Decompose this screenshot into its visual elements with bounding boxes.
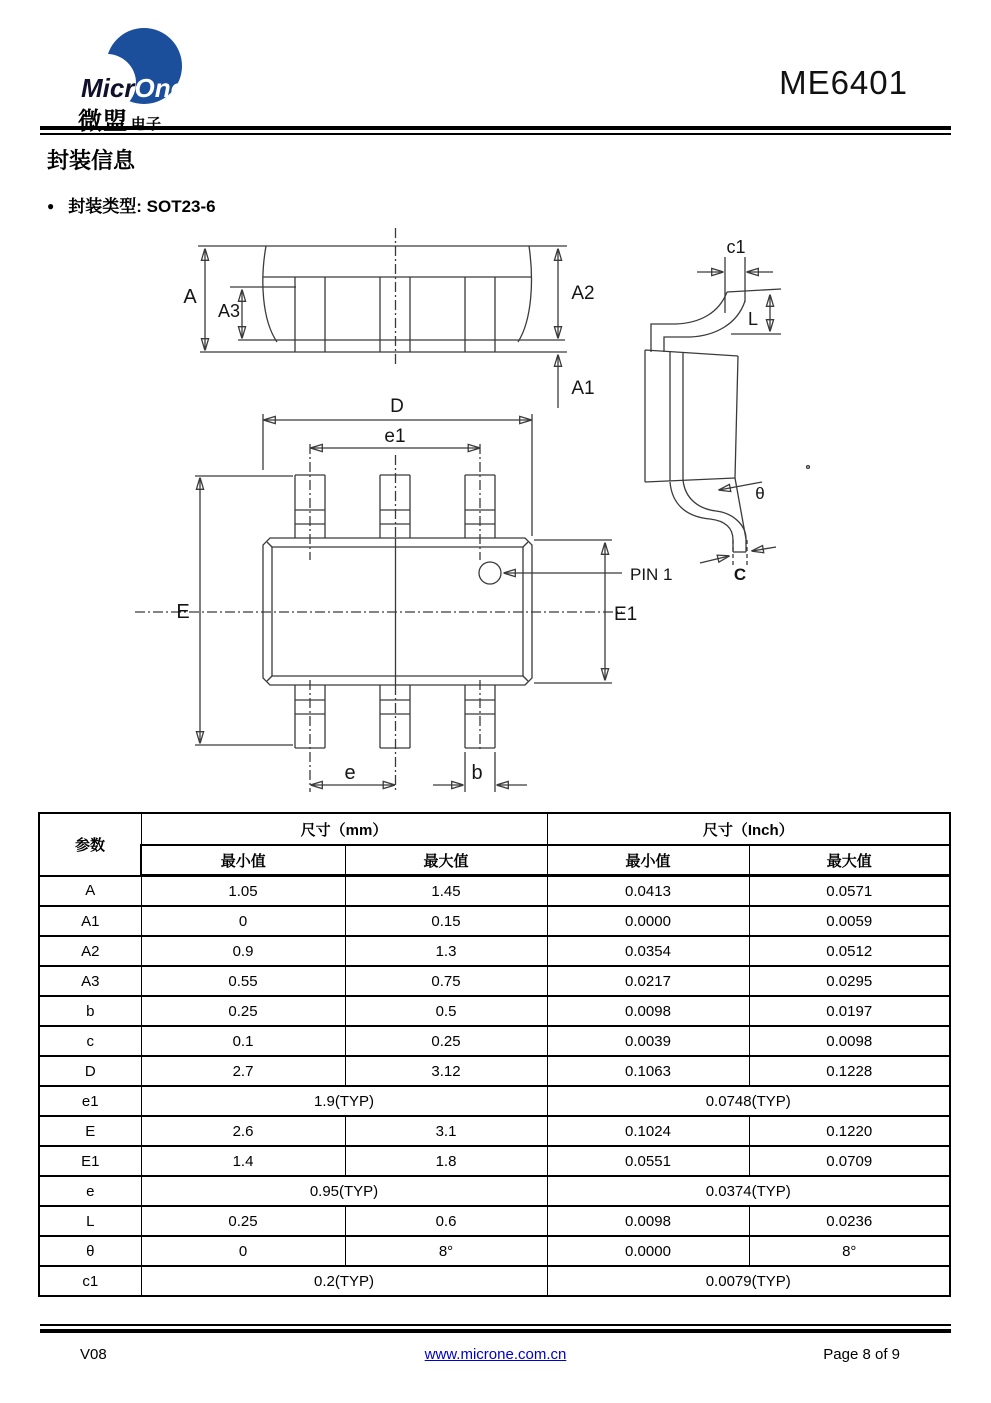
table-cell: 1.3: [345, 936, 547, 966]
table-cell: 0.1: [141, 1026, 345, 1056]
front-view: [183, 228, 594, 408]
table-cell: 0.0512: [749, 936, 950, 966]
table-row: [39, 1236, 950, 1266]
table-cell: 1.4: [141, 1146, 345, 1176]
dimension-table: [38, 812, 951, 1297]
table-row: [39, 1026, 950, 1056]
table-cell: 1.9(TYP): [141, 1086, 547, 1116]
table-cell: θ: [39, 1236, 141, 1266]
table-row: [39, 1266, 950, 1296]
table-row: [39, 876, 950, 907]
dim-label-A1: A1: [571, 378, 595, 399]
table-cell: 0.9: [141, 936, 345, 966]
col-header-mm: 尺寸（mm）: [141, 813, 547, 845]
footer-link[interactable]: www.microne.com.cn: [424, 1346, 567, 1363]
table-cell: 0.1220: [749, 1116, 950, 1146]
table-row: [39, 1116, 950, 1146]
dim-label-b: b: [471, 762, 483, 784]
table-cell: 0.6: [345, 1206, 547, 1236]
dim-label-theta: θ: [755, 484, 765, 503]
stray-dot: [807, 466, 810, 469]
table-cell: 2.6: [141, 1116, 345, 1146]
table-cell: E: [39, 1116, 141, 1146]
dim-label-e: e: [344, 762, 356, 784]
table-row: [39, 1086, 950, 1116]
table-cell: 1.45: [345, 876, 547, 907]
table-cell: 0.0354: [547, 936, 749, 966]
page-title: ME6401: [779, 64, 908, 101]
top-view: [135, 396, 673, 792]
table-row: [39, 936, 950, 966]
table-row: [39, 1206, 950, 1236]
dim-label-c: C: [733, 565, 747, 584]
table-cell: c1: [39, 1266, 141, 1296]
table-cell: 0.55: [141, 966, 345, 996]
table-cell: 0.0413: [547, 876, 749, 907]
table-cell: 0.1024: [547, 1116, 749, 1146]
dim-label-e1: e1: [384, 426, 406, 447]
table-cell: 0.25: [141, 1206, 345, 1236]
dim-label-A3: A3: [217, 301, 241, 321]
table-cell: 3.1: [345, 1116, 547, 1146]
table-cell: 0.0000: [547, 1236, 749, 1266]
col-header-inch: 尺寸（Inch）: [547, 813, 950, 845]
table-row: [39, 996, 950, 1026]
table-cell: 0.0748(TYP): [547, 1086, 950, 1116]
table-cell: 0.0098: [547, 1206, 749, 1236]
table-row: [39, 1146, 950, 1176]
section-title: 封装信息: [47, 148, 136, 173]
table-cell: 0.0571: [749, 876, 950, 907]
table-cell: 0.25: [141, 996, 345, 1026]
table-cell: 0.0197: [749, 996, 950, 1026]
table-row: [39, 966, 950, 996]
table-row: [39, 906, 950, 936]
pin1-label: PIN 1: [630, 565, 673, 584]
table-cell: 0.0079(TYP): [547, 1266, 950, 1296]
table-cell: 0.0059: [749, 906, 950, 936]
dim-label-E1: E1: [614, 604, 638, 625]
table-cell: 0.0295: [749, 966, 950, 996]
table-cell: 3.12: [345, 1056, 547, 1086]
table-cell: 1.05: [141, 876, 345, 907]
table-cell: A: [39, 876, 141, 907]
dimension-table-wrap: [38, 812, 949, 1297]
footer-version: V08: [80, 1346, 107, 1363]
table-cell: 0.0039: [547, 1026, 749, 1056]
pin1-marker: [479, 562, 501, 584]
table-cell: A2: [39, 936, 141, 966]
table-cell: A3: [39, 966, 141, 996]
table-cell: 0.0709: [749, 1146, 950, 1176]
logo-brand-dark: Micr: [81, 73, 135, 103]
dim-label-c1: c1: [726, 237, 746, 257]
table-cell: 0.0551: [547, 1146, 749, 1176]
table-cell: 0: [141, 906, 345, 936]
table-cell: 0.0217: [547, 966, 749, 996]
table-cell: A1: [39, 906, 141, 936]
bullet-marker: ●: [47, 199, 55, 213]
table-cell: L: [39, 1206, 141, 1236]
table-cell: e: [39, 1176, 141, 1206]
table-cell: 0.5: [345, 996, 547, 1026]
dim-label-A: A: [183, 286, 197, 308]
table-cell: 0.0098: [749, 1026, 950, 1056]
table-cell: 0.0098: [547, 996, 749, 1026]
footer-divider: [40, 1324, 951, 1333]
col-header-inch-max: 最大值: [749, 845, 950, 876]
table-cell: 0.0236: [749, 1206, 950, 1236]
col-header-inch-min: 最小值: [547, 845, 749, 876]
table-cell: 2.7: [141, 1056, 345, 1086]
logo-cjk-suffix: 电子: [131, 116, 162, 133]
footer-page-number: Page 8 of 9: [823, 1346, 900, 1363]
side-view: [645, 237, 809, 584]
table-row: [39, 1176, 950, 1206]
dim-label-L: L: [747, 309, 759, 329]
col-header-param: 参数: [39, 813, 141, 876]
table-row: [39, 1056, 950, 1086]
package-type-text: 封装类型: SOT23-6: [68, 197, 216, 216]
table-cell: E1: [39, 1146, 141, 1176]
dim-label-A2: A2: [571, 283, 595, 304]
table-cell: 0: [141, 1236, 345, 1266]
table-cell: 0.1063: [547, 1056, 749, 1086]
table-cell: 8°: [749, 1236, 950, 1266]
table-cell: c: [39, 1026, 141, 1056]
table-cell: 0.0000: [547, 906, 749, 936]
table-cell: 0.1228: [749, 1056, 950, 1086]
col-header-mm-min: 最小值: [141, 845, 345, 876]
table-cell: b: [39, 996, 141, 1026]
table-cell: 0.2(TYP): [141, 1266, 547, 1296]
table-cell: e1: [39, 1086, 141, 1116]
table-cell: 0.25: [345, 1026, 547, 1056]
table-cell: 8°: [345, 1236, 547, 1266]
table-cell: 0.95(TYP): [141, 1176, 547, 1206]
dim-label-D: D: [390, 396, 404, 417]
table-cell: 0.15: [345, 906, 547, 936]
table-cell: 0.75: [345, 966, 547, 996]
logo-brand-light: One: [134, 73, 186, 103]
dim-table-body: [39, 876, 950, 1297]
table-cell: 0.0374(TYP): [547, 1176, 950, 1206]
table-cell: 1.8: [345, 1146, 547, 1176]
table-cell: D: [39, 1056, 141, 1086]
logo-cjk-main: 微盟: [78, 108, 128, 135]
col-header-mm-max: 最大值: [345, 845, 547, 876]
dim-label-E: E: [176, 601, 190, 623]
